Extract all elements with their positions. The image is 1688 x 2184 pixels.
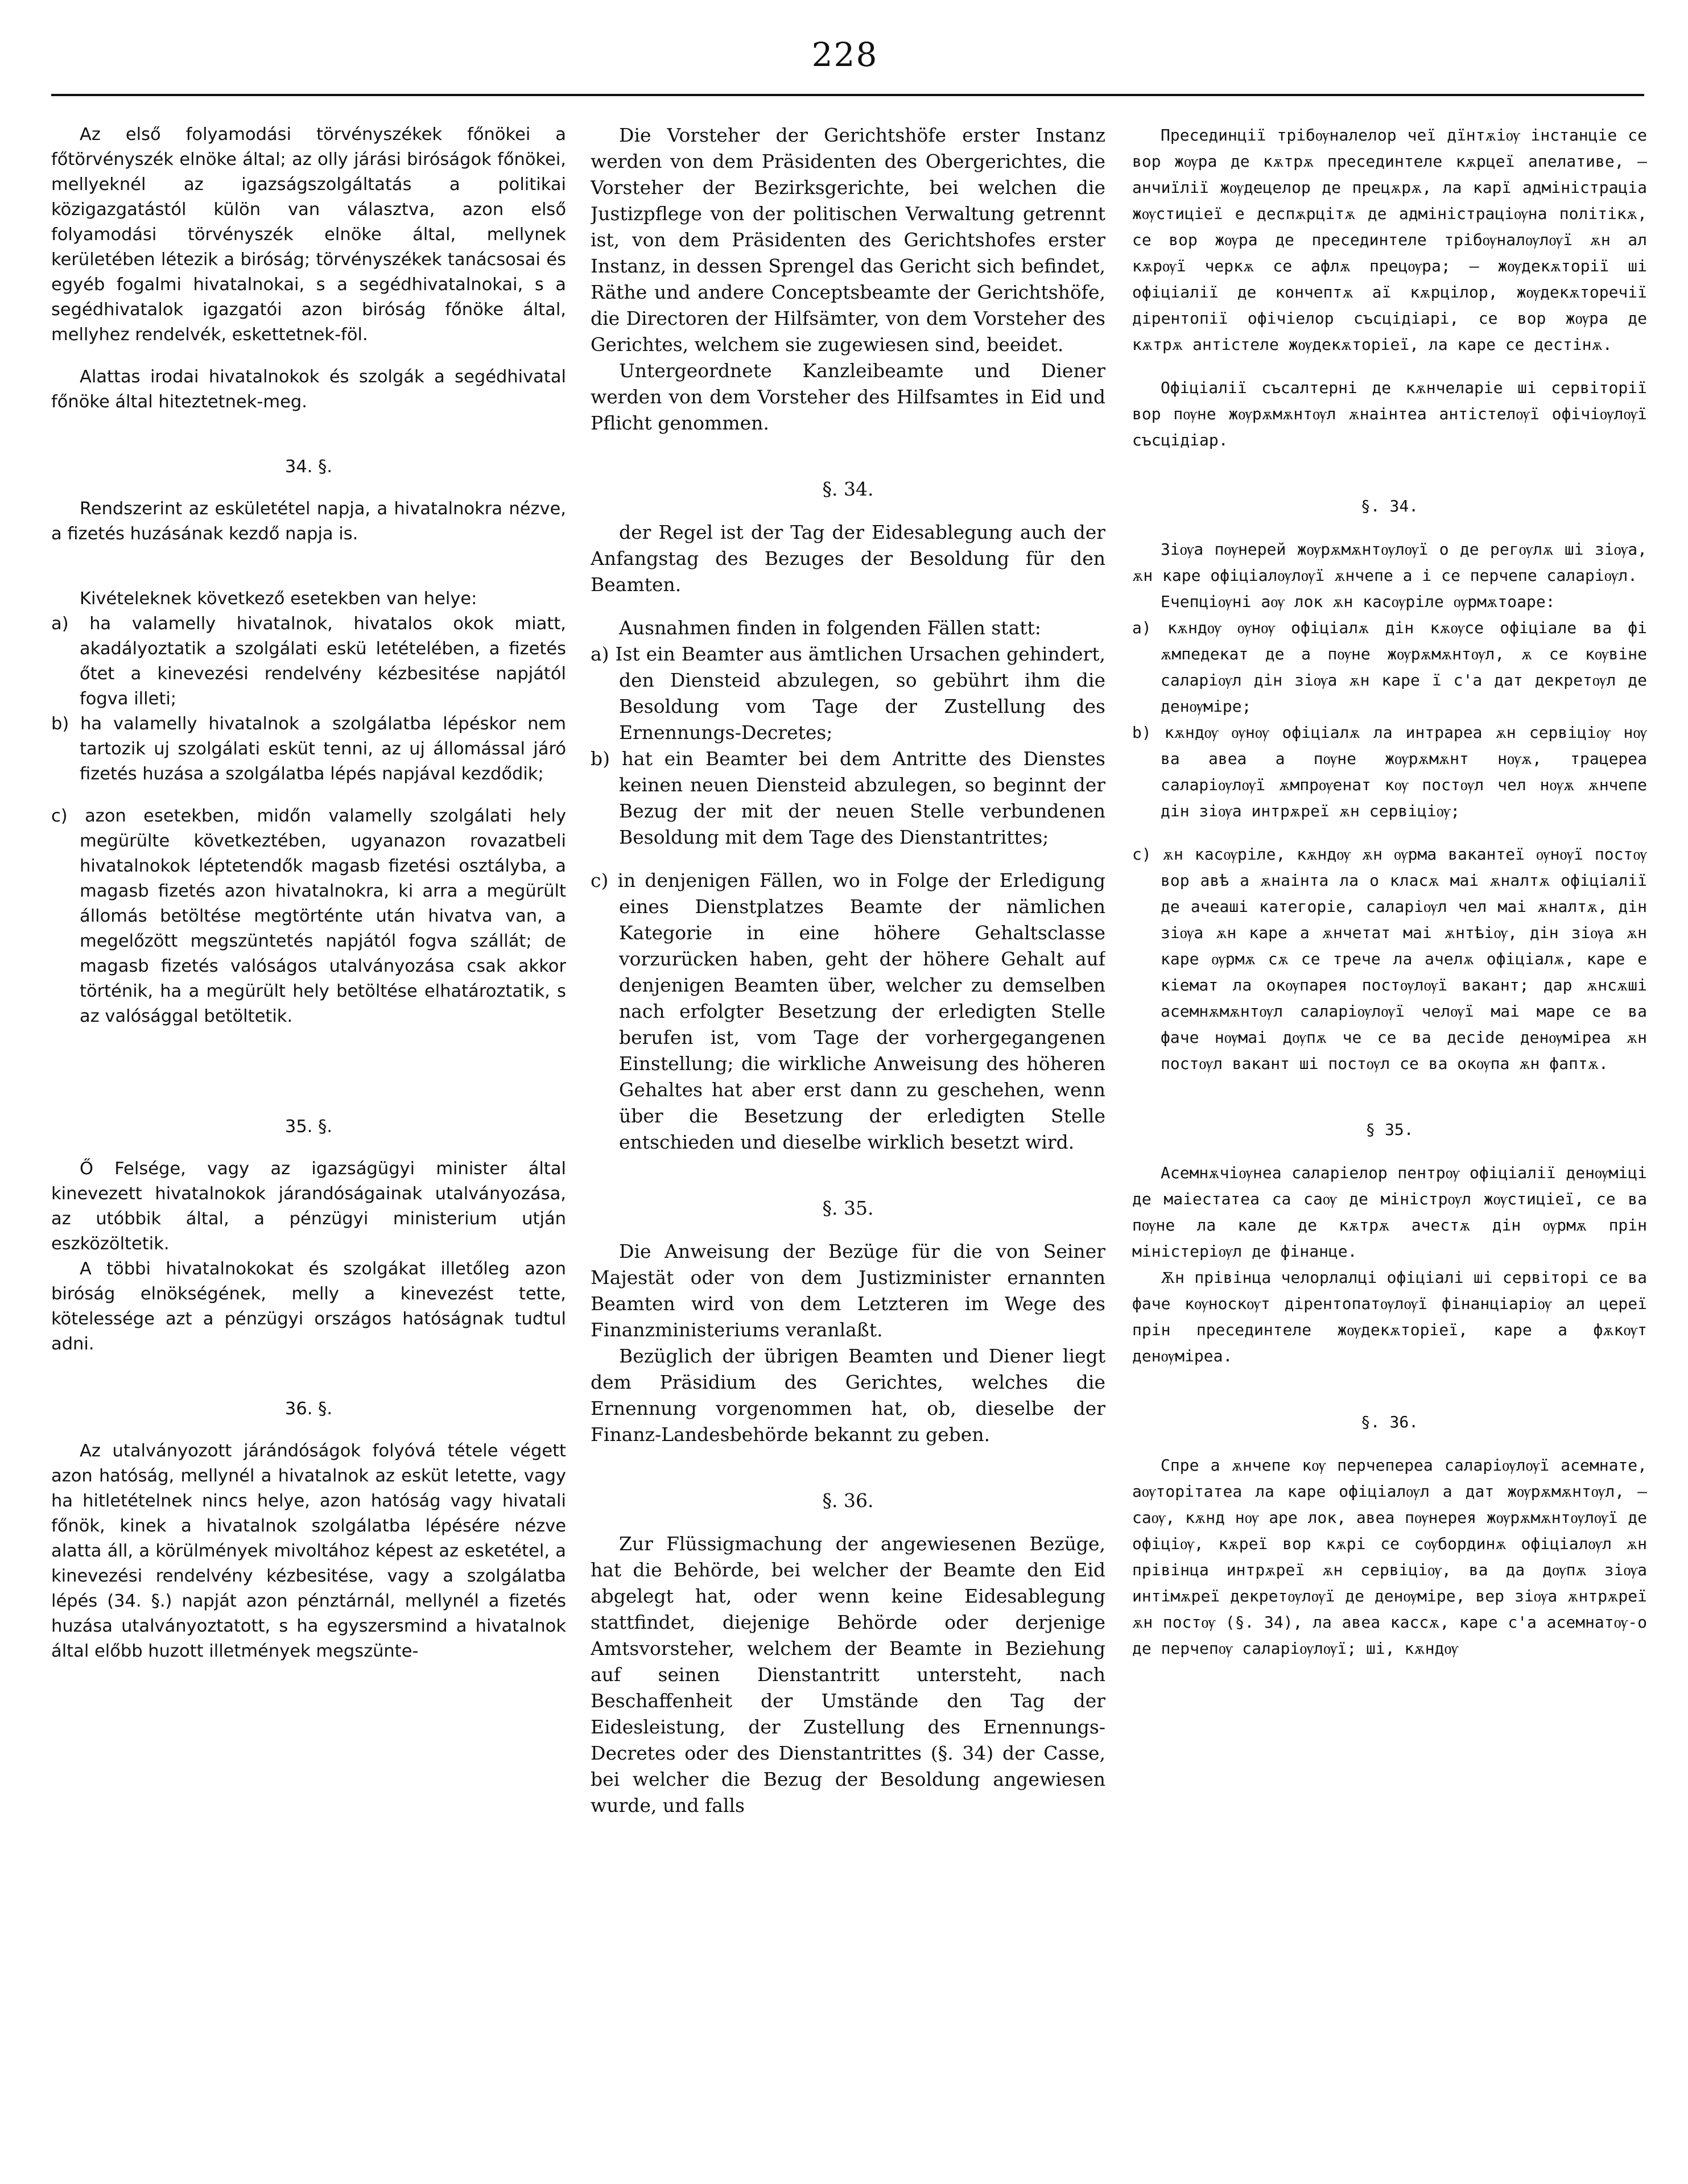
de-34-paragraph-2: Ausnahmen finden in folgenden Fällen statt: (619, 617, 1041, 639)
hu-34-item-a: a) ha valamelly hivatalnok, hivatalos okok miatt, akadályoztatik a szolgálati eskü letételében, a fizetés őtet a kinevezési rendelvény kézbesitése napjától fogva illeti; (51, 614, 566, 709)
ro-oficiali-paragraph: Офiцiалiї съсалтернi де кѫнчеларiе шi сервiторiї вор пѹне жѹрѫмѫнтѹл ѫнаiнтеа антiстелѹї офiчiѹлѹї съсцiдiар. (1132, 378, 1647, 449)
ro-36-paragraph-1: Спре а ѫнчепе кѹ перчепереа саларiѹлѹї асемнате, аѹторiтатеа ла каре офiцiалѹл а дат жѹрѫмѫнтѹл, — саѹ, кѫнд нѹ аре лок, авеа пѹнерея жѹрѫмѫнтѹлѹї де офiцiѹ, кѫрeї вор кѫрi се сѹбординѫ офiцiалѹл ѫн прiвiнца интрѫрeї ѫн сервiцiѹ, ва да дѹпѫ зiѹа интiмѫрeї декретѹлѹї де денѹмiре, вер зiѹа ѫнтрѫрeї ѫн постѹ (§. 34), ла авеа кассѫ, каре с'а асемнатѹ-о де перчепѹ саларiѹлѹї; шi, кѫндѹ (1132, 1456, 1647, 1658)
hu-35-paragraph-1: Ő Felsége, vagy az igazságügyi minister által kinevezett hivatalnokok járandóságainak utalványozása, az utóbbik által, a pénzügyi ministerium utján eszközöltetik. (51, 1159, 566, 1254)
ro-34-item-a: а) кѫндѹ ѹнѹ офiцiалѫ дiн кѫѹсе офiцiале ва фi ѫмпедекат де а пѹне жѹрѫмѫнтѹл, ѫ се кѹвiне саларiѹл дiн зiѹа ѫн каре ї с'а дат декретѹл де денѹмiре; (1132, 618, 1647, 716)
ro-35-paragraph-1: Асемнѫчiѹнеа саларiелор пентрѹ офiцiалiї денѹмiцi де маiестатеа са сaѹ де мiнiстрѹл жѹстицiеї, се ва пѹне ла кале де кѫтрѫ ачестѫ дiн ѹрмѫ прiн мiнiстерiѹл де фiнанце. (1132, 1163, 1647, 1261)
hu-intro-paragraph: Az első folyamodási törvényszékek főnökei a főtörvényszék elnöke által; az olly járási biróságok főnökei, mellyeknél az igazságszolgáltatás a politikai közigazgatástól külön van választva, azon első folyamodási törvényszék elnöke által, mellynek kerületében létezik a biróság; törvényszékek tanácsosai és egyéb fogalmi hivatalnokai, s a segédhivatalnokai, s a segédhivatalok igazgatói azon biróság főnöke által, mellyhez rendelvék, eskettetnek-föl. (51, 125, 566, 345)
hu-34-paragraph-1: Rendszerint az eskületétel napja, a hivatalnokra nézve, a fizetés huzásának kezdő napja is. (51, 499, 566, 544)
page-number: 228 (811, 35, 878, 74)
ro-section-35-heading: § 35. (1365, 1120, 1414, 1139)
hungarian-column (51, 122, 566, 2148)
hu-34-item-b: b) ha valamelly hivatalnok a szolgálatba lépéskor nem tartozik uj szolgálati esküt tenni, az uj állomással járó fizetés huzása a szolgálatba lépés napjával kezdődik; (51, 714, 566, 784)
de-35-paragraph-2: Bezüglich der übrigen Beamten und Diener liegt dem Präsidium des Gerichtes, welches die Ernennung vorgenommen hat, ob, dieselbe der Finanz-Landesbehörde bekannt zu geben. (591, 1345, 1105, 1446)
de-34-item-c: c) in denjenigen Fällen, wo in Folge der Erledigung eines Dienstplatzes Beamte der nämlichen Kategorie in eine höhere Gehaltsclasse vorzurücken haben, geht der höhere Gehalt auf denjenigen Beamten über, welcher zu demselben nach erfolgter Besetzung der erledigten Stelle berufen ist, vom Tage der vorhergegangenen Einstellung; die wirkliche Anweisung des höheren Gehaltes hat aber erst dann zu geschehen, wenn über die Besetzung der erledigten Stelle entschieden und dieselbe wirklich besetzt wird. (591, 869, 1105, 1153)
hu-34-item-c: c) azon esetekben, midőn valamelly szolgálati hely megürülte következtében, ugyanazon rovazatbeli hivatalnokok léptetendők magasb fizetési osztályba, a magasb fizetés azon hivatalnokra, ki arra a megürült állomás betöltése megtörténte után hivatva van, a megelőzött megszüntetés napjától fogva szállát; de magasb fizetés valóságos utalványozása csak akkor történik, ha a megürült hely betöltése elhatároztatik, s az valósággal betöltetik. (51, 806, 566, 1026)
ro-intro-paragraph: Пресединцiї трiбѹналелор чеї дїнтѫiѹ інстанцiе се вор жѹра де кѫтрѫ пресединтеле кѫрцеї апелативе, — анчиїлiї жѹдецелор де прецѫрѫ, ла карї адмiнiстрацiа жѹстицiеї е деспѫрцiтѫ де адмiнiстрацiѹна полiтiкѫ, се вор жѹра де пресединтеле трiбѹналѹлѹї ѫн ал кѫрѹї черкѫ се афлѫ прецѹра; — жѹдекѫторiї шi офiцiалiї де кончептѫ аї кѫрцiлор, жѹдекѫторечiї дiрентопiї офiчiелор съсцiдiарi, се вор жѹра де кѫтрѫ антiстеле жѹдекѫторiеї, ла каре се дестiнѫ. (1132, 126, 1647, 354)
hu-section-34-heading: 34. §. (284, 457, 333, 477)
de-intro-paragraph: Die Vorsteher der Gerichtshöfe erster Instanz werden von dem Präsidenten des Obergerichtes, die Vorsteher der Bezirksgerichte, bei welchen die Justizpflege von der politischen Verwaltung getrennt ist, von dem Präsidenten des Gerichtshofes erster Instanz, in dessen Sprengel das Gericht sich befindet, Räthe und andere Conceptsbeamte der Gerichtshöfe, die Directoren der Hilfsämter, von dem Vorsteher des Gerichtes, welchem sie zugewiesen sind, beeidet. (591, 124, 1105, 356)
de-34-item-a: a) Ist ein Beamter aus ämtlichen Ursachen gehindert, den Diensteid abzulegen, so gebührt ihm die Besoldung vom Tage der Zustellung des Ernennungs-Decretes; (591, 643, 1105, 744)
hu-35-paragraph-2: A többi hivatalnokokat és szolgákat illetőleg azon biróság elnökségének, melly a kinevezést tette, kötelessége azt a pénzügyi országos hatóságnak tudtul adni. (51, 1259, 566, 1354)
de-section-34-heading: §. 34. (822, 478, 874, 500)
ro-34-item-c: c) ѫн касѹрiле, кѫндѹ ѫн ѹрма вакантеї ѹнѹї постѹ вор авѣ а ѫнаiнта ла о класѫ маi ѫналтѫ офiцiалiї де ачеашi категорiе, саларiѹл чел маi ѫналтѫ, дiн зiѹа ѫн каре а ѫнчетат маi ѫнтѣiѹ, дiн зiѹа ѫн каре ѹрмѫ сѫ се трече ла ачелѫ офiцiалѫ, каре е кiемат ла окѹпарея постѹлѹї вакант; дар ѫнсѫшi асемнѫмѫнтѹл саларiѹлѹї челѹї маi маре се ва фаче нѹмаi дѹпѫ че се ва деcide денѹмiреа ѫн постѹл вакант шi постѹл се ва окѹпа ѫн фаптѫ. (1132, 845, 1647, 1073)
de-unter-paragraph: Untergeordnete Kanzleibeamte und Diener werden von dem Vorsteher des Hilfsamtes in Eid und Pflicht genommen. (591, 360, 1105, 434)
hu-alattas-paragraph: Alattas irodai hivatalnokok és szolgák a segédhivatal főnöke által hiteztetnek-meg. (51, 367, 566, 412)
de-section-36-heading: §. 36. (822, 1489, 874, 1512)
german-column (591, 122, 1105, 2148)
hu-36-paragraph-1: Az utalványozott járándóságok folyóvá tétele végett azon hatóság, mellynél a hivatalnok az esküt letette, vagy ha hitletételnek nincs helye, azon hatóság vagy hivatali főnök, kinek a hivatalnok szolgálatba lépésére nézve alatta áll, a körülmények mivoltához képest az esketétel, a kinevezési rendelvény kézbesitése, vagy a szolgálatba lépés (34. §.) napját azon pénztárnál, mellynél a fizetés huzása utalványoztatott, s ha egyszersmind a hivatalnok által előbb huzott illetmények megszünte- (51, 1441, 566, 1661)
romanian-column (1132, 122, 1647, 2148)
ro-section-34-heading: §. 34. (1360, 497, 1419, 515)
ro-35-paragraph-2: Ѫн прiвiнца челорлалцi офiцiалi шi сервiторi се ва фаче кѹноскѹт дiрентопатѹлѹї фiнанцiaрiѹ ал церeї прiн пресединтеле жѹдекѫторiеї, каре а фѫкѹт денѹмiреа. (1132, 1268, 1647, 1365)
header-rule (51, 94, 1644, 96)
hu-34-paragraph-2: Kivételeknek következő esetekben van helye: (80, 589, 477, 609)
de-35-paragraph-1: Die Anweisung der Bezüge für die von Seiner Majestät oder von dem Justizminister ernannten Beamten wird von dem Letzteren im Wege des Finanzministeriums veranlaßt. (591, 1240, 1105, 1341)
hu-section-35-heading: 35. §. (284, 1117, 333, 1137)
ro-34-item-b: b) кѫндѹ ѹнѹ офiцiалѫ ла интрареа ѫн сервiцiѹ нѹ ва авеа а пѹне жѹрѫмѫнт нѹѫ, трацереа саларiѹлѹї ѫмпрѹенат кѹ постѹл чел нѹѫ ѫнчепе дiн зiѹа интрѫрeї ѫн сервiцiѹ; (1132, 723, 1647, 820)
de-34-paragraph-1: der Regel ist der Tag der Eidesablegung auch der Anfangstag des Bezuges der Besoldung für den Beamten. (591, 521, 1105, 596)
ro-34-paragraph-2: Ечепцiѹнi аѹ лок ѫн касѹрiле ѹрмѫтоаре: (1161, 592, 1555, 611)
ro-section-36-heading: §. 36. (1360, 1413, 1419, 1431)
de-34-item-b: b) hat ein Beamter bei dem Antritte des Dienstes keinen neuen Diensteid abzulegen, so beginnt der Bezug der mit der neuen Stelle verbundenen Besoldung mit dem Tage des Dienstantrittes; (591, 748, 1105, 848)
hu-section-36-heading: 36. §. (284, 1399, 333, 1419)
de-section-35-heading: §. 35. (822, 1197, 874, 1219)
ro-34-paragraph-1: Зiѹа пѹнерей жѹрѫмѫнтѹлѹї о де регѹлѫ шi зiѹа, ѫн каре офiцiалѹлѹї ѫнчепе а i се перчепе саларiѹл. (1132, 540, 1647, 585)
de-36-paragraph-1: Zur Flüssigmachung der angewiesenen Bezüge, hat die Behörde, bei welcher der Beamte den Eid abgelegt hat, oder wenn keine Eidesablegung stattfindet, diejenige Behörde oder derjenige Amtsvorsteher, welchem der Beamte in Beziehung auf seinen Dienstantritt untersteht, nach Beschaffenheit der Umstände den Tag der Eidesleistung, der Zustellung des Ernennungs-Decretes oder des Dienstantrittes (§. 34) der Casse, bei welcher die Bezug der Besoldung angewiesen wurde, und falls (591, 1533, 1105, 1816)
